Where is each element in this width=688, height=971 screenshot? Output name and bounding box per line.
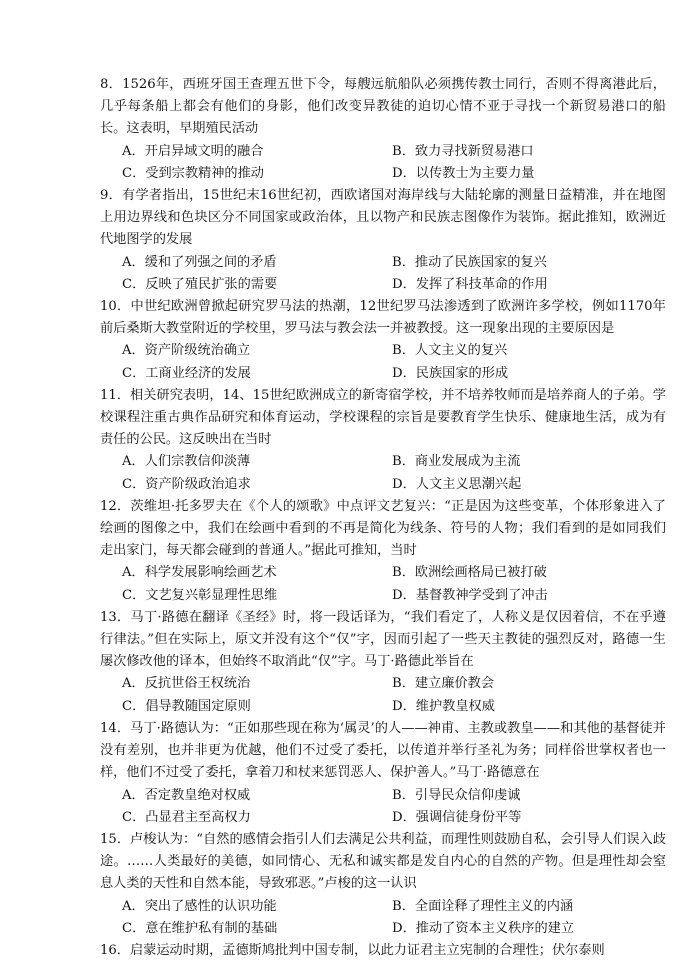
option-b: B．引导民众信仰虔诚	[392, 787, 521, 803]
option-c: C．意在维护私有制的基础	[122, 920, 278, 936]
options	[100, 785, 666, 829]
question-stem: 12．茨维坦·托多罗夫在《个人的颂歌》中点评文艺复兴：“正是因为这些变革，个体形象进入了绘画的图像之中，我们在绘画中看到的不再是简化为线条、符号的人物；我们看到的是如同我们走出家门，每天都会碰到的普通人。”据此可推知，当时	[100, 498, 666, 559]
question-10	[100, 296, 666, 385]
option-b: B．推动了民族国家的复兴	[392, 254, 547, 270]
question-stem: 13．马丁·路德在翻译《圣经》时，将一段话译为，“我们看定了，人称义是仅因着信，不在乎遵行律法。”但在实际上，原文并没有这个“仅”字，因而引起了一些天主教徒的强烈反对，路德一生屡次修改他的译本，但始终不取消此“仅”字。马丁·路德此举旨在	[100, 609, 666, 670]
question-12	[100, 496, 666, 607]
options	[100, 252, 666, 296]
option-a: A．科学发展影响绘画艺术	[122, 565, 277, 581]
option-a: A．反抗世俗王权统治	[122, 676, 251, 692]
option-a: A．资产阶级统治确立	[122, 343, 251, 359]
option-a: A．缓和了列强之间的矛盾	[122, 254, 277, 270]
option-d: D．人文主义思潮兴起	[392, 476, 522, 492]
question-9	[100, 185, 666, 296]
option-d: D．强调信徒身份平等	[392, 809, 522, 825]
option-b: B．致力寻找新贸易港口	[392, 143, 534, 159]
options	[100, 562, 666, 606]
question-15	[100, 829, 666, 940]
option-d: D．推动了资本主义秩序的建立	[392, 920, 575, 936]
question-8	[100, 74, 666, 185]
question-stem: 9．有学者指出，15世纪末16世纪初，西欧诸国对海岸线与大陆轮廓的测量日益精准，并在地图上用边界线和色块区分不同国家或政治体，且以物产和民族志图像作为装饰。据此推知，欧洲近代地图学的发展	[100, 188, 666, 248]
question-13	[100, 607, 666, 718]
question-stem: 8．1526年，西班牙国王查理五世下令，每艘远航船队必须携传教士同行，否则不得离港此后，几乎每条船上都会有他们的身影，他们改变异教徒的迫切心情不亚于寻找一个新贸易港口的船长。这表明，早期殖民活动	[100, 77, 666, 137]
option-a: A．开启异域文明的融合	[122, 143, 264, 159]
option-c: C．工商业经济的发展	[122, 365, 251, 381]
option-d: D．发挥了科技革命的作用	[392, 276, 548, 292]
options	[100, 896, 666, 940]
option-c: C．倡导教随国定原则	[122, 698, 251, 714]
option-c: C．受到宗教精神的推动	[122, 165, 264, 181]
option-a: A．否定教皇绝对权威	[122, 787, 251, 803]
question-stem: 15．卢梭认为：“自然的感情会指引人们去满足公共利益，而理性则鼓励自私，会引导人们误入歧途。……人类最好的美德，如同情心、无私和诚实都是发自内心的自然的产物。但是理性却会窒息人类的天性和自然本能，导致邪恶。”卢梭的这一认识	[100, 831, 666, 892]
options	[100, 141, 666, 185]
question-14	[100, 718, 666, 829]
options	[100, 673, 666, 717]
option-b: B．人文主义的复兴	[392, 343, 508, 359]
question-stem: 14．马丁·路德认为：“正如那些现在称为‘属灵’的人——神甫、主教或教皇——和其他的基督徒并没有差别，也并非更为优越，他们不过受了委托，以传道并举行圣礼为务；同样俗世掌权者也一样，他们不过受了委托，拿着刀和杖来惩罚恶人、保护善人。”马丁·路德意在	[100, 720, 666, 781]
option-c: C．凸显君主至高权力	[122, 809, 251, 825]
option-d: D．民族国家的形成	[392, 365, 509, 381]
option-b: B．建立廉价教会	[392, 676, 495, 692]
option-a: A．人们宗教信仰淡薄	[122, 454, 251, 470]
option-b: B．全面诠释了理性主义的内涵	[392, 898, 574, 914]
option-a: A．突出了感性的认识功能	[122, 898, 277, 914]
option-c: C．文艺复兴彰显理性思维	[122, 587, 278, 603]
option-d: D．维护教皇权威	[392, 698, 495, 714]
option-b: B．欧洲绘画格局已被打破	[392, 565, 547, 581]
option-c: C．资产阶级政治追求	[122, 476, 251, 492]
question-16	[100, 940, 666, 962]
option-d: D．基督教神学受到了冲击	[392, 587, 548, 603]
options	[100, 451, 666, 495]
option-b: B．商业发展成为主流	[392, 454, 521, 470]
option-c: C．反映了殖民扩张的需要	[122, 276, 278, 292]
question-stem: 10．中世纪欧洲曾掀起研究罗马法的热潮，12世纪罗马法渗透到了欧洲许多学校，例如1170年前后桑斯大教堂附近的学校里，罗马法与教会法一并被教授。这一现象出现的主要原因是	[100, 299, 666, 337]
question-stem: 11．相关研究表明，14、15世纪欧洲成立的新寄宿学校，并不培养牧师而是培养商人的子弟。学校课程注重古典作品研究和体育运动，学校课程的宗旨是要教育学生快乐、健康地生活，成为有责任的公民。这反映出在当时	[100, 387, 666, 448]
question-stem: 16．启蒙运动时期，孟德斯鸠批判中国专制，以此力证君主立宪制的合理性；伏尔泰则	[100, 942, 605, 958]
question-11	[100, 385, 666, 496]
options	[100, 340, 666, 384]
option-d: D．以传教士为主要力量	[392, 165, 535, 181]
